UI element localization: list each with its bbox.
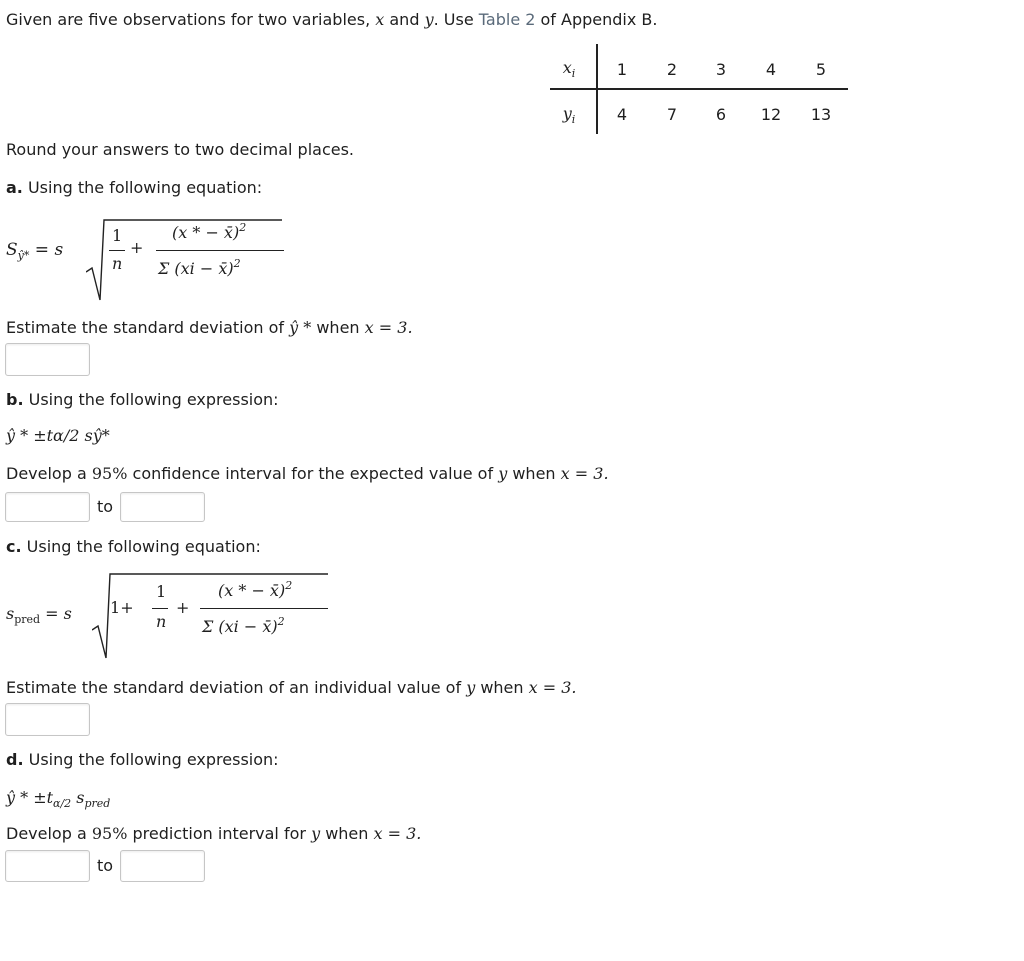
intro-appendix: of Appendix B. [540,10,658,29]
formula-c-plus1: + [120,598,134,617]
formula-c-s: s [6,604,15,623]
formula-a-den-text: Σ (xi − x̄) [158,259,234,278]
intro-y-var: y [424,10,434,29]
table-y-cell: 4 [616,105,628,124]
formula-a-num-text: (x * − x̄) [172,223,240,242]
formula-a-frac-line-2 [156,250,284,251]
answer-d-upper-input[interactable] [120,850,205,882]
round-note: Round your answers to two decimal places. [6,140,354,159]
part-b-x-eq: x = 3. [560,464,609,483]
part-b-question [6,466,609,482]
part-d-alpha-sub: α/2 [53,797,72,810]
table-y-cell: 12 [760,105,782,124]
part-b-lead [6,392,279,408]
part-d-when: when [325,824,369,843]
formula-c-den-sq: 2 [277,615,285,628]
data-table [550,44,850,136]
table-y-cell: 13 [810,105,832,124]
table-x-cell: 2 [666,60,678,79]
part-c-x-eq: x = 3. [528,678,577,697]
answer-b-lower-input[interactable] [5,492,90,522]
formula-a-frac-line-1 [109,250,125,251]
part-d-x-eq: x = 3. [373,824,422,843]
part-d-q-before: Develop a [6,824,87,843]
formula-c-s2: s [63,604,72,623]
formula-s-yhat [6,208,296,304]
part-d-lead-text: Using the following expression: [28,750,279,769]
formula-c-numerator [218,580,292,599]
part-b-y-var: y [498,464,508,483]
formula-c-plus2: + [176,598,190,617]
part-d-question [6,826,421,842]
answer-a-input[interactable] [5,343,90,376]
formula-a-sub: ŷ* [17,249,30,262]
formula-c-eq: = [45,604,59,623]
part-b-q-before: Develop a [6,464,87,483]
table-x-cell: 4 [765,60,777,79]
table-y-cell: 7 [666,105,678,124]
table-x-cell: 3 [715,60,727,79]
table-y-cell: 6 [715,105,727,124]
part-a-x-eq: x = 3. [364,318,413,337]
part-c-when: when [480,678,524,697]
table-x-header: $x_i$ [562,58,576,80]
formula-c-den-text: Σ (xi − x̄) [202,617,278,636]
formula-c-denominator [202,616,285,635]
formula-a-n: n [112,254,123,273]
part-b-expression: ŷ * ±tα/2 sŷ* [6,426,110,445]
part-c-lead [6,539,261,555]
table-2-link[interactable]: Table 2 [478,10,536,29]
part-d-pred-sub: pred [84,797,111,810]
part-c-lead-text: Using the following equation: [26,537,261,556]
formula-c-frac-line-1 [152,608,168,609]
answer-b-upper-input[interactable] [120,492,205,522]
formula-s-pred [6,568,336,664]
part-a-yhat: ŷ * [289,318,312,337]
answer-c-input[interactable] [5,703,90,736]
formula-c-sub: pred [14,613,41,626]
table-x-cell: 5 [815,60,827,79]
part-c-q-text: Estimate the standard deviation of an individual value of [6,678,462,697]
formula-c-frac-line-2 [200,608,328,609]
part-b-q-after: confidence interval for the expected value of [132,464,494,483]
part-b-pct: 95% [91,464,128,483]
intro-x-var: x [375,10,385,29]
formula-c-one-plus [110,600,134,616]
formula-a-lhs [6,242,63,261]
part-b-label: b. [6,390,24,409]
part-c-y-var: y [466,678,476,697]
part-b-lead-text: Using the following expression: [28,390,279,409]
part-b-when: when [512,464,556,483]
part-a-lead [6,180,262,196]
formula-c-num-text: (x * − x̄) [218,581,286,600]
part-d-y-var: y [311,824,321,843]
part-d-pct: 95% [91,824,128,843]
intro-lead: Given are five observations for two variables, [6,10,371,29]
part-a-when: when [316,318,360,337]
part-d-lead [6,752,279,768]
formula-c-lhs [6,606,72,625]
part-d-q-after: prediction interval for [132,824,306,843]
intro-use: . Use [433,10,474,29]
formula-c-one: 1 [110,598,121,617]
part-a-label: a. [6,178,23,197]
formula-a-S: S [6,240,18,260]
part-b-to: to [97,497,114,516]
part-a-q-text: Estimate the standard deviation of [6,318,285,337]
part-a-question [6,320,413,336]
part-d-to: to [97,856,114,875]
part-c-question [6,680,577,696]
intro-text [6,12,657,28]
formula-a-eq: = [34,240,50,260]
formula-a-one: 1 [112,226,123,245]
formula-a-denominator [158,258,241,277]
part-d-label: d. [6,750,24,769]
table-y-header: $y_i$ [562,104,576,126]
formula-c-frac-one: 1 [156,582,167,601]
formula-a-den-sq: 2 [233,257,241,270]
table-x-cell: 1 [616,60,628,79]
answer-d-lower-input[interactable] [5,850,90,882]
formula-a-plus: + [130,238,144,257]
formula-c-num-sq: 2 [285,579,293,592]
intro-and: and [389,10,420,29]
part-a-lead-text: Using the following equation: [27,178,263,197]
part-c-label: c. [6,537,22,556]
formula-c-n: n [156,612,167,631]
formula-a-num-sq: 2 [239,221,247,234]
part-d-expression: ŷ * $\pm t_{\alpha/2}$ $s_{pred}$ [6,788,111,810]
formula-a-numerator [172,222,246,241]
table-horizontal-rule [550,88,848,90]
formula-a-s: s [54,240,64,260]
